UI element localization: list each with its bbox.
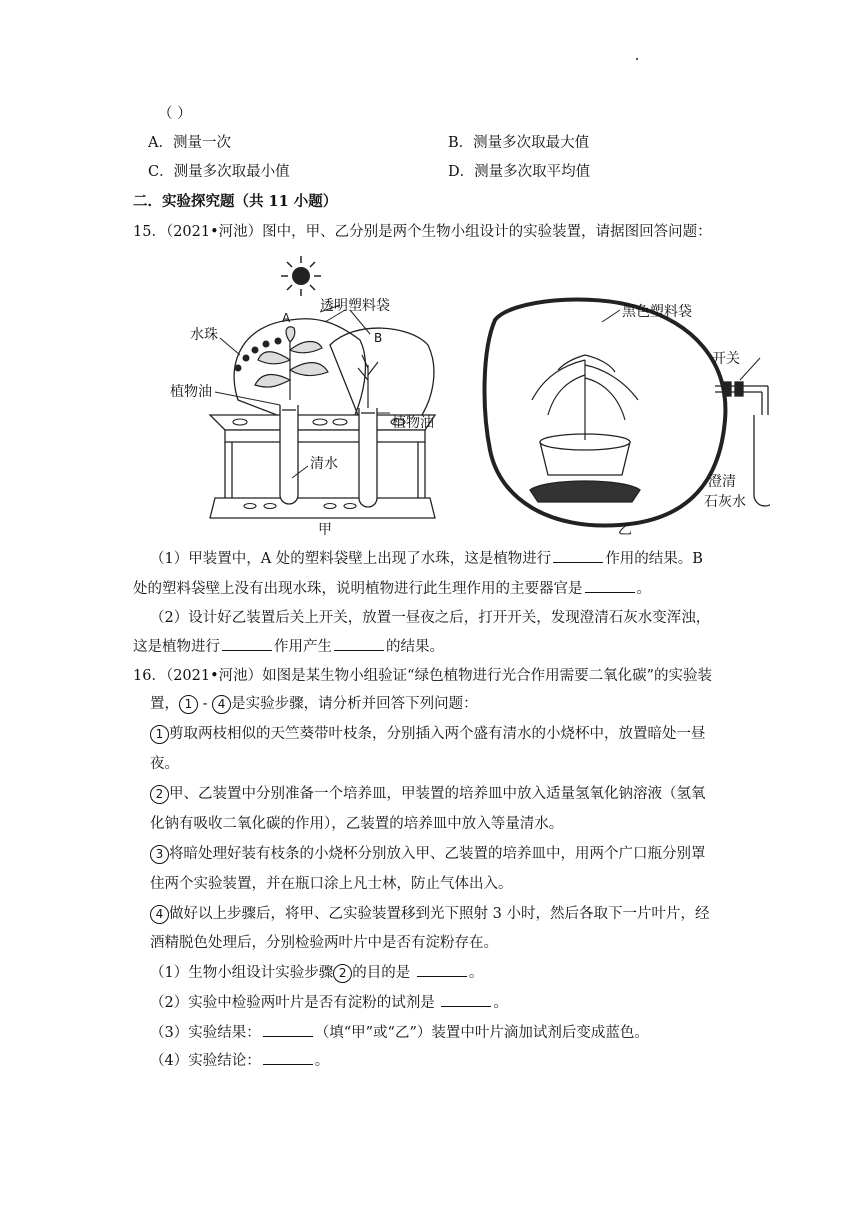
label-switch: 开关 (712, 351, 740, 367)
label-a: A (282, 311, 291, 325)
q16-step3-line1: 3 将暗处理好装有枝条的小烧杯分别放入甲、乙装置的培养皿中，用两个广口瓶分别罩 (150, 844, 706, 864)
label-yi: 乙 (618, 522, 632, 538)
circled-number: 2 (333, 964, 352, 983)
q16-stem-line2: 置， 1 - 4 是实验步骤，请分析并回答下列问题： (150, 696, 478, 712)
experiment-figure (170, 250, 770, 540)
answer-blank[interactable] (417, 962, 467, 977)
page-dot (636, 58, 638, 60)
option-d: D．测量多次取平均值 (448, 164, 591, 180)
q16-sub1: （1）生物小组设计实验步骤 2 的目的是 。 (150, 962, 483, 983)
q15-p2-line1: （2）设计好乙装置后关上开关，放置一昼夜之后，打开开关，发现澄清石灰水变浑浊， (150, 610, 711, 626)
label-limewater-2: 石灰水 (704, 494, 746, 510)
q16-step2-line1: 2 甲、乙装置中分别准备一个培养皿，甲装置的培养皿中放入适量氢氧化钠溶液（氢氧 (150, 784, 706, 804)
answer-blank[interactable] (334, 636, 384, 651)
option-a: A．测量一次 (148, 135, 231, 151)
option-b: B．测量多次取最大值 (448, 135, 590, 151)
label-jia: 甲 (318, 522, 332, 538)
limewater-tube (754, 415, 770, 506)
tree (532, 355, 638, 440)
circled-number: 3 (150, 845, 169, 864)
answer-blank[interactable] (441, 992, 491, 1007)
answer-paren: （ ） (158, 106, 192, 122)
q16-sub2: （2）实验中检验两叶片是否有淀粉的试剂是 。 (150, 992, 508, 1013)
q16-step2-line2: 化钠有吸收二氧化碳的作用），乙装置的培养皿中放入等量清水。 (150, 816, 564, 832)
circled-number: 4 (150, 905, 169, 924)
circled-number: 4 (212, 695, 231, 714)
circled-number: 1 (179, 695, 198, 714)
label-b: B (374, 331, 383, 345)
q16-stem-line1: 16．（2021•河池）如图是某生物小组验证“绿色植物进行光合作用需要二氧化碳”的实验装 (133, 668, 712, 684)
q16-sub4: （4）实验结论： 。 (150, 1050, 329, 1071)
q16-step3-line2: 住两个实验装置，并在瓶口涂上凡士林，防止气体出入。 (150, 876, 513, 892)
answer-blank[interactable] (585, 578, 635, 593)
q16-step4-line1: 4 做好以上步骤后，将甲、乙实验装置移到光下照射 3 小时，然后各取下一片叶片，经 (150, 904, 709, 924)
q16-step4-line2: 酒精脱色处理后，分别检验两叶片中是否有淀粉存在。 (150, 935, 498, 951)
q16-step1-line1: 1 剪取两枝相似的天竺葵带叶枝条，分别插入两个盛有清水的小烧杯中，放置暗处一昼 (150, 724, 706, 744)
answer-blank[interactable] (222, 636, 272, 651)
label-clear-water: 清水 (310, 456, 338, 472)
q15-p1-line1: （1）甲装置中，A 处的塑料袋壁上出现了水珠，这是植物进行 作用的结果。B (150, 548, 703, 569)
answer-blank[interactable] (263, 1050, 313, 1065)
option-c: C．测量多次取最小值 (148, 164, 290, 180)
q15-p1-line2: 处的塑料袋壁上没有出现水珠，说明植物进行此生理作用的主要器官是 。 (133, 578, 651, 599)
q15-p2-line2: 这是植物进行 作用产生 的结果。 (133, 636, 444, 657)
pot (530, 434, 640, 502)
label-pointers-yi (602, 310, 760, 380)
label-transparent-bag: 透明塑料袋 (320, 298, 390, 314)
q16-step1-line2: 夜。 (150, 756, 179, 772)
label-limewater-1: 澄清 (708, 474, 736, 490)
label-water-droplets: 水珠 (190, 327, 218, 343)
answer-blank[interactable] (553, 548, 603, 563)
q16-sub3: （3）实验结果： （填“甲”或“乙”）装置中叶片滴加试剂后变成蓝色。 (150, 1022, 649, 1043)
answer-blank[interactable] (263, 1022, 313, 1037)
label-vegetable-oil-right: 植物油 (392, 415, 434, 431)
plant-a (255, 327, 328, 400)
plant-b (358, 355, 378, 410)
circled-number: 1 (150, 725, 169, 744)
label-vegetable-oil-left: 植物油 (170, 384, 212, 400)
label-black-bag: 黑色塑料袋 (622, 304, 692, 320)
section-heading: 二．实验探究题（共 11 小题） (133, 193, 338, 210)
circled-number: 2 (150, 785, 169, 804)
sun-icon (281, 256, 321, 296)
q15-stem: 15．（2021•河池）图中，甲、乙分别是两个生物小组设计的实验装置，请据图回答问题： (133, 224, 712, 240)
